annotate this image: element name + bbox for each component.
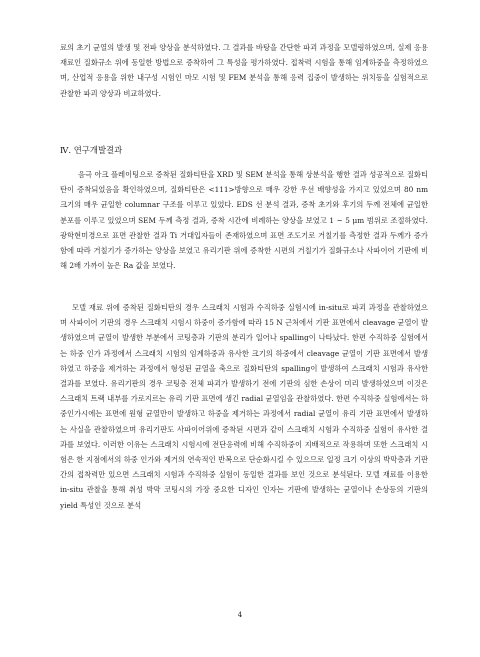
page-number: 4 [237, 611, 243, 619]
results-paragraph-2: 모델 재료 위에 증착된 질화티탄의 경우 스크래치 시험과 수직하중 실험시에 in-situ로 파괴 과정을 관찰하였으며 사파이어 기판의 경우 스크래치 시험시 하중이 증가함에 따라 15 N 근처에서 기판 표면에서 cleavage 균열이 발생하였으며 균열이 발생한 부분에서 코팅층과 기판의 분리가 일어나 spalling이 나타났다. 한편 수직하중 실험에서는 하중 인가 과정에서 스크래치 시험의 임계하중과 유사한 크기의 하중에서 cleavage 균열이 기판 표면에서 발생하였고 하중을 제거하는 과정에서 형성된 균열을 축으로 질화티탄의 spalling이 발생하여 스크래치 시험과 유사한 결과를 보였다. 유리기판의 경우 코팅층 전체 파괴가 발생하기 전에 기판의 심한 손상이 미리 발생하였으며 이것은 스크래치 트랙 내부를 가로지르는 유리 기판 표면에 생긴 radial 균열임을 관찰하였다. 한편 수직하중 실험에서는 하중인가시에는 표면에 원형 균열만이 발생하고 하중을 제거하는 과정에서 radial 균열이 유리 기판 표면에서 발생하는 사실을 관찰하였으며 유리기판도 사파이어위에 증착된 시편과 같이 스크래치 시험과 수직하중 실험이 유사한 결과를 보였다. 이러한 이유는 스크래치 시험시에 전단응력에 비해 수직하중이 지배적으로 작용하며 또한 스크래치 시험은 한 지점에서의 하중 인가와 제거의 연속적인 반복으로 단순화시킬 수 있으므로 일정 크기 이상의 박막층과 기판간의 접착력만 있으면 스크래치 시험과 수직하중 실험이 동일한 결과를 보인 것으로 분석된다. 모델 재료를 이용한 in-situ 관찰을 통해 취성 박막 코팅시의 가장 중요한 디자인 인자는 기판에 발생하는 균열이나 손상등의 기판의 yield 특성인 것으로 분석 [60, 303, 428, 510]
section-heading: Ⅳ. 연구개발결과 [60, 145, 123, 155]
intro-paragraph: 료의 초기 균열의 발생 및 전파 양상을 분석하였다. 그 결과를 바탕을 간단한 파괴 과정을 모델링하였으며, 실제 응용 재료인 질화규소 위에 동일한 방법으로 증착하여 그 특성을 평가하였다. 접착력 시험을 통해 임계하중을 측정하였으며, 산업적 응용을 위한 내구성 시험인 마모 시험 및 FEM 분석을 통해 응력 집중이 발생하는 위치등을 실험적으로 관찰한 파괴 양상과 비교하였다. [60, 43, 428, 98]
results-paragraph-1: 음극 아크 플레이팅으로 증착된 질화티탄을 XRD 및 SEM 분석을 통해 상분석을 행한 결과 성공적으로 질화티탄이 증착되었음을 확인하였으며, 질화티탄은 <111>방향으로 매우 강한 우선 배향성을 가지고 있었으며 80 nm 크기의 매우 균일한 columnar 구조를 이루고 있었다. EDS 선 분석 결과, 증착 초기와 후기의 두께 전체에 균일한 분포를 이루고 있었으며 SEM 두께 측정 결과, 증착 시간에 비례하는 양상을 보였고 1 ~ 5 μm 범위로 조절하였다. 광학현미경으로 표면 관찰한 결과 Ti 거대입자들이 존재하였으며 표면 조도기로 거칠기를 측정한 결과 두께가 증가함에 따라 거칠기가 증가하는 양상을 보였고 유리기판 위에 증착한 시편의 거칠기가 질화규소나 사파이어 기판에 비해 2배 가까이 높은 Ra 값을 보였다. [60, 170, 428, 271]
